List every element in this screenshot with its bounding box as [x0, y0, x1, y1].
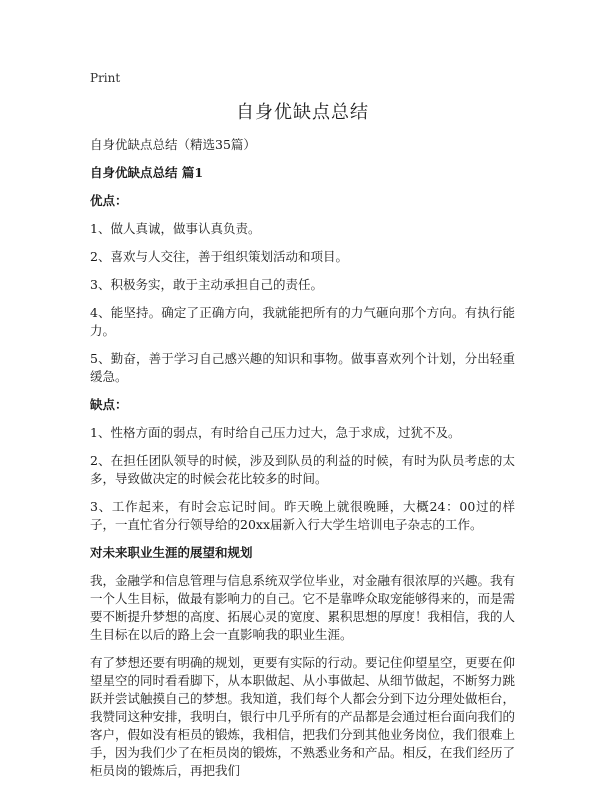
- career-paragraph: 我，金融学和信息管理与信息系统双学位毕业，对金融有很浓厚的兴趣。我有一个人生目标，做最有影响力的自己。它不是靠哗众取宠能够得来的，而是需要不断提升梦想的高度、拓展心灵的宽度、累积思想的厚度！我相信，我的人生目标在以后的路上会一直影响我的职业生涯。: [90, 573, 516, 642]
- strength-item: 4、能坚持。确定了正确方向，我就能把所有的力气砸向那个方向。有执行能力。: [90, 305, 515, 338]
- strengths-label: 优点：: [90, 193, 128, 208]
- strength-item: 5、勤奋，善于学习自己感兴趣的知识和事物。做事喜欢列个计划，分出轻重缓急。: [90, 351, 515, 384]
- career-heading: 对未来职业生涯的展望和规划: [90, 545, 253, 560]
- weakness-item: 3、工作起来，有时会忘记时间。昨天晚上就很晚睡，大概24：00过的样子，一直忙省分行领导给的20xx届新入行大学生培训电子杂志的工作。: [90, 499, 515, 532]
- weakness-item: 1、性格方面的弱点，有时给自己压力过大，急于求成，过犹不及。: [90, 425, 461, 440]
- weakness-item: 2、在担任团队领导的时候，涉及到队员的利益的时候，有时为队员考虑的太多，导致做决定的时候会花比较多的时间。: [90, 453, 515, 486]
- document-page: [90, 70, 515, 790]
- career-paragraph: 有了梦想还要有明确的规划，更要有实际的行动。要记住仰望星空，更要在仰望星空的同时看看脚下，从本职做起、从小事做起、从细节做起，不断努力跳跃并尝试触摸自己的梦想。我知道，我们每个人都会分到下边分理处做柜台，我赞同这种安排，我明白，银行中几乎所有的产品都是会通过柜台面向我们的客户，假如没有柜员的锻炼，我相信，把我们分到其他业务岗位，我们很难上手，因为我们少了在柜员岗的锻炼，不熟悉业务和产品。相反，在我们经历了柜员岗的锻炼后，再把我们: [90, 655, 516, 778]
- document-subtitle: 自身优缺点总结（精选35篇）: [90, 137, 256, 152]
- weaknesses-label: 缺点：: [90, 397, 128, 412]
- article-heading: 自身优缺点总结 篇1: [90, 165, 204, 180]
- document-title: 自身优缺点总结: [236, 102, 369, 123]
- strength-item: 1、做人真诚，做事认真负责。: [90, 221, 261, 236]
- strength-item: 3、积极务实，敢于主动承担自己的责任。: [90, 277, 323, 292]
- strength-item: 2、喜欢与人交往，善于组织策划活动和项目。: [90, 249, 348, 264]
- print-label[interactable]: Print: [90, 71, 121, 85]
